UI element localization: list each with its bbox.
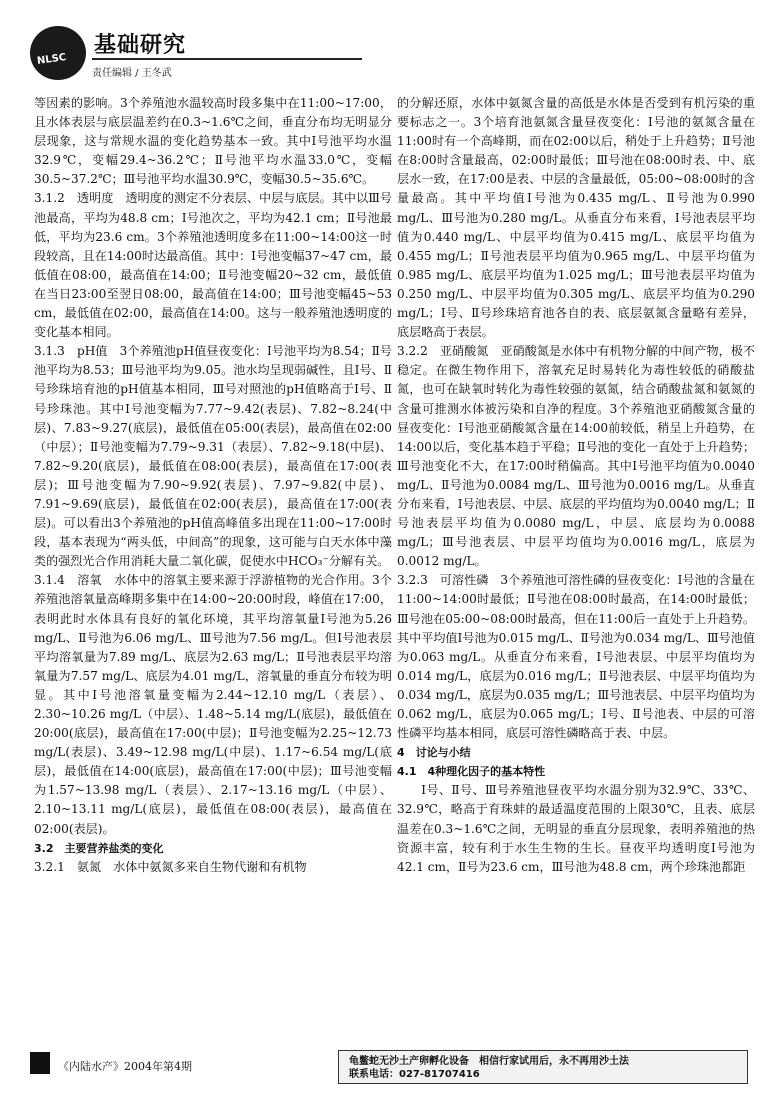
paragraph: 3.1.3 pH值 3个养殖池pH值昼夜变化：Ⅰ号池平均为8.54；Ⅱ号池平均为8.53；Ⅲ号池平均为9.05。池水均呈现弱碱性，且Ⅰ号、Ⅱ号珍珠培育池的pH值基本相同，Ⅲ号对照池的pH值略高于Ⅰ号、Ⅱ号珍珠池。其中Ⅰ号池变幅为7.77~9.42(表层)、7.82~8.24(中层)、7.83~9.27(底层)，最低值在05:00(表层)，最高值在02:00（中层）；Ⅱ号池变幅为7.79~9.31（表层）、7.82~9.18(中层)、7.82~9.20(底层)，最低值在08:00(表层)，最高值在17:00(表层)；Ⅲ号池变幅为7.90~9.92(表层)、7.97~9.82(中层)、7.91~9.69(底层)，最低值在02:00(表层)，最高值在17:00(表层)。可以看出3个养殖池的pH值高峰值多出现在11:00~17:00时段，基本表现为“两头低，中间高”的现象，这可能与白天水体中藻类的强烈光合作用消耗大量二氧化碳，促使水中HCO₃⁻分解有关。: [34, 344, 392, 569]
paragraph: 3.1.2 透明度 透明度的测定不分表层、中层与底层。其中以Ⅲ号池最高，平均为48.8 cm；Ⅰ号池次之，平均为42.1 cm；Ⅱ号池最低，平均为23.6 cm。3个养殖池透明度多在11:00~14:00这一时段较高，且在14:00时达最高值。其中：Ⅰ号池变幅37~47 cm，最低值在08:00，最高值在14:00；Ⅱ号池变幅20~32 cm，最低值在当日23:00至翌日08:00，最高值在14:00；Ⅲ号池变幅45~53 cm，最低值在02:00，最高值在14:00。这与一般养殖池透明度的变化基本相同。: [34, 191, 392, 340]
ad-contact: 联系电话：027-81707416: [349, 1069, 480, 1080]
paragraph: 3.2.3 可溶性磷 3个养殖池可溶性磷的昼夜变化：Ⅰ号池的含量在11:00~14:00时最低；Ⅱ号池在08:00时最高，在14:00时最低；Ⅲ号池在05:00~08:00时最高，但在11:00后一直处于上升趋势。其中平均值Ⅰ号池为0.015 mg/L、Ⅱ号池为0.034 mg/L、Ⅲ号池值为0.063 mg/L。从垂直分布来看，Ⅰ号池表层、中层平均值均为0.014 mg/L，底层为0.016 mg/L；Ⅱ号池表层、中层平均值均为0.034 mg/L，底层为0.035 mg/L；Ⅲ号池表层、中层平均值均为0.062 mg/L，底层为0.065 mg/L；Ⅰ号、Ⅱ号池表、中层的可溶性磷平均基本相同，底层可溶性磷略高于表、中层。: [397, 573, 755, 741]
ad-line: 龟鳖蛇无沙土产卵孵化设备 相信行家试用后，永不再用沙土法: [349, 1056, 629, 1067]
section-heading: 4 讨论与小结: [397, 746, 471, 760]
logo-text: NLSC: [36, 52, 67, 67]
footer-marker: [30, 1052, 50, 1074]
paragraph: 等因素的影响。3个养殖池水温较高时段多集中在11:00~17:00，且水体表层与底层温差约在0.3~1.6℃之间，垂直分布均无明显分层现象，这与常规水温的变化趋势基本一致。其中Ⅰ号池平均水温32.9℃，变幅29.4~36.2℃；Ⅱ号池平均水温33.0℃，变幅30.5~37.2℃；Ⅲ号池平均水温30.9℃，变幅30.5~35.6℃。: [34, 96, 392, 187]
section-heading: 3.2 主要营养盐类的变化: [34, 841, 164, 855]
footer-advertisement: [338, 1050, 748, 1084]
page-header: [30, 22, 390, 82]
section-heading: 4.1 4种理化因子的基本特性: [397, 765, 546, 779]
paragraph: 3.2.1 氨氮 水体中氨氮多来自生物代谢和有机物: [34, 859, 307, 874]
paragraph: 3.2.2 亚硝酸氮 亚硝酸氮是水体中有机物分解的中间产物，极不稳定。在微生物作用下，溶氧充足时易转化为毒性较低的硝酸盐氮，也可在缺氧时转化为毒性较强的氨氮，结合硝酸盐氮和氨氮的含量可推测水体被污染和自净的程度。3个养殖池亚硝酸氮含量的昼夜变化：Ⅰ号池亚硝酸氮含量在14:00前较低，稍呈上升趋势，在14:00以后，变化基本趋于平稳；Ⅱ号池的变化一直处于上升趋势；Ⅲ号池变化不大，在17:00时稍偏高。其中Ⅰ号池平均值为0.0040 mg/L、Ⅱ号池为0.0084 mg/L、Ⅲ号池为0.0016 mg/L。从垂直分布来看，Ⅰ号池表层、中层、底层的平均值均为0.0040 mg/L；Ⅱ号池表层平均值为0.0080 mg/L，中层、底层均为0.0088 mg/L；Ⅲ号池表层、中层平均值均为0.0016 mg/L，底层为0.0012 mg/L。: [397, 344, 755, 569]
journal-logo: [30, 26, 86, 80]
section-title: 基础研究: [94, 33, 187, 58]
editor-credit: 责任编辑 / 王冬武: [92, 68, 172, 79]
header-divider: [92, 58, 362, 60]
paragraph: Ⅰ号、Ⅱ号、Ⅲ号养殖池昼夜平均水温分别为32.9℃、33℃、32.9℃，略高于育珠蚌的最适温度范围的上限30℃，且表、底层温差在0.3~1.6℃之间，无明显的垂直分层现象，表明养殖池的热资源丰富，较有利于水生生物的生长。昼夜平均透明度Ⅰ号池为42.1 cm，Ⅱ号为23.6 cm，Ⅲ号池为48.8 cm，两个珍珠池都距: [397, 783, 755, 874]
footer-journal: 《内陆水产》2004年第4期: [58, 1060, 192, 1073]
paragraph: 3.1.4 溶氧 水体中的溶氧主要来源于浮游植物的光合作用。3个养殖池溶氧量高峰期多集中在14:00~20:00时段，峰值在17:00，表明此时水体具有良好的氧化环境，其平均溶氧量Ⅰ号池为5.26 mg/L、Ⅱ号池为6.06 mg/L、Ⅲ号池为7.56 mg/L。但Ⅰ号池表层平均溶氧量为7.89 mg/L、底层为2.63 mg/L；Ⅱ号池表层平均溶氧量为7.57 mg/L、底层为4.01 mg/L，溶氧量的垂直分布较为明显。其中Ⅰ号池溶氧量变幅为2.44~12.10 mg/L（表层）、2.30~10.26 mg/L（中层）、1.48~5.14 mg/L(底层)，最低值在20:00(底层)，最高值在17:00(中层)；Ⅱ号池变幅为2.25~12.73 mg/L(表层)、3.49~12.98 mg/L(中层)、1.17~6.54 mg/L(底层)，最低值在14:00(底层)，最高值在17:00(中层)；Ⅲ号池变幅为1.57~13.98 mg/L（表层）、2.17~13.16 mg/L（中层）、2.10~13.11 mg/L(底层)，最低值在08:00(表层)，最高值在02:00(表层)。: [34, 573, 392, 836]
right-column: [397, 94, 755, 877]
left-column: [34, 94, 392, 877]
paragraph: 的分解还原，水体中氨氮含量的高低是水体是否受到有机污染的重要标志之一。3个培育池氨氮含量昼夜变化：Ⅰ号池的氨氮含量在11:00时有一个高峰期，而在02:00以后，稍处于上升趋势；Ⅱ号池在8:00时含量最高，02:00时最低；Ⅲ号池在08:00时表、中、底层水一致，在17:00是表、中层的含量最低，05:00~08:00时的含量最高。其中平均值Ⅰ号池为0.435 mg/L、Ⅱ号池为0.990 mg/L、Ⅲ号池为0.280 mg/L。从垂直分布来看，Ⅰ号池表层平均值为0.440 mg/L、中层平均值为0.415 mg/L、底层平均值为0.455 mg/L；Ⅱ号池表层平均值为0.965 mg/L、中层平均值为0.985 mg/L、底层平均值为1.025 mg/L；Ⅲ号池表层平均值为0.250 mg/L、中层平均值为0.305 mg/L、底层平均值为0.290 mg/L；Ⅰ号、Ⅱ号珍珠培育池各自的表、底层氨氮含量略有差异，底层略高于表层。: [397, 96, 755, 340]
